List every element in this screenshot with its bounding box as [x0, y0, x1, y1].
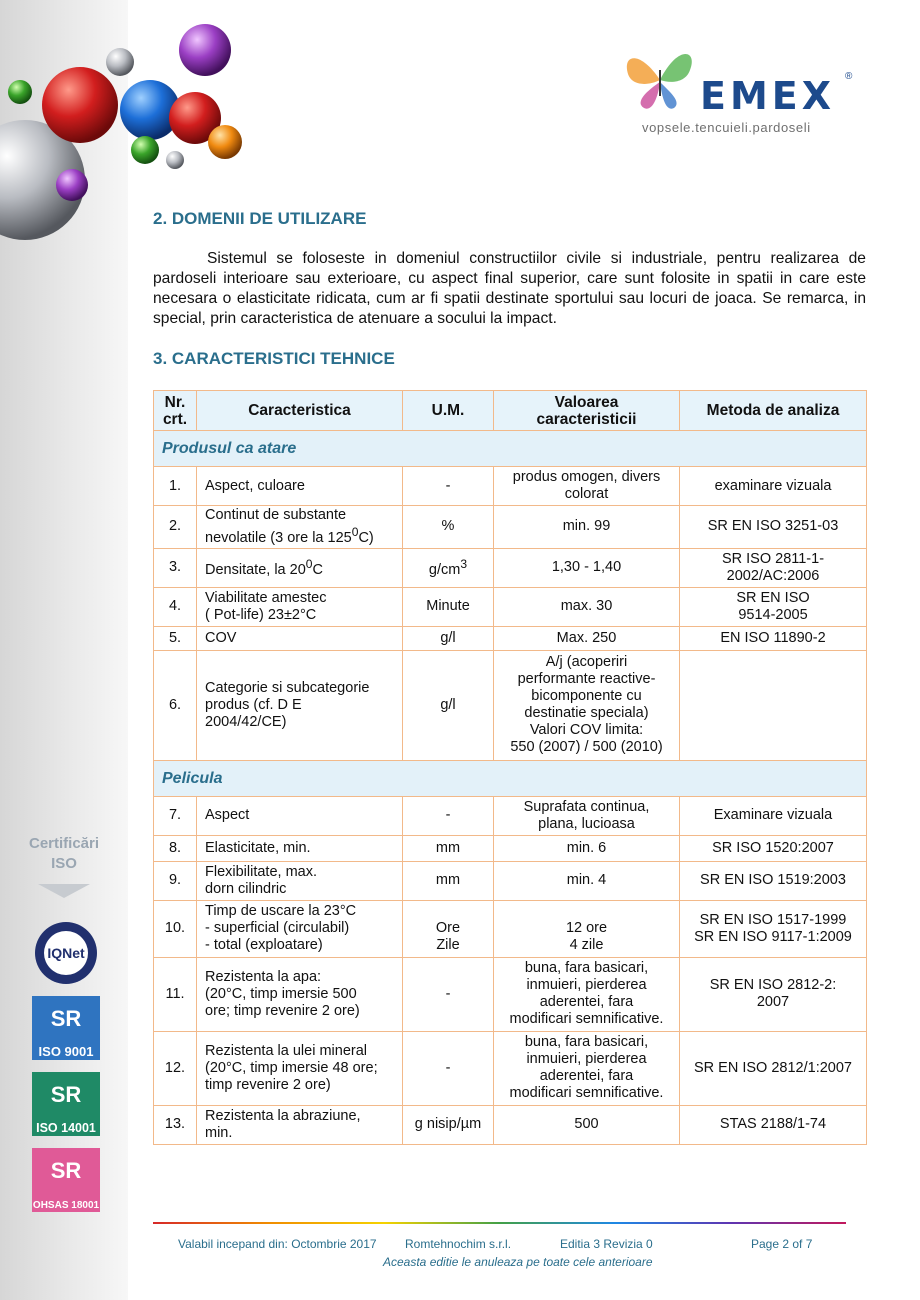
- row-unit: -: [403, 467, 494, 506]
- table-row: [154, 587, 867, 626]
- row-unit: -: [403, 957, 494, 1031]
- row-number: 12.: [154, 1031, 197, 1105]
- row-characteristic: Aspect: [197, 796, 403, 835]
- row-characteristic: Timp de uscare la 23°C - superficial (circulabil) - total (exploatare): [197, 900, 403, 957]
- section-3-heading: 3. CARACTERISTICI TEHNICE: [153, 349, 395, 368]
- table-header-row: [154, 391, 867, 431]
- row-value: Max. 250: [494, 626, 680, 650]
- header-value: Valoarea caracteristicii: [494, 391, 680, 431]
- row-unit: %: [403, 506, 494, 549]
- row-value: Suprafata continua, plana, lucioasa: [494, 796, 680, 835]
- footer-rainbow-divider: [153, 1222, 846, 1224]
- row-unit: -: [403, 796, 494, 835]
- row-number: 1.: [154, 467, 197, 506]
- row-characteristic-end: C: [312, 562, 323, 579]
- row-unit: mm: [403, 861, 494, 900]
- row-method: EN ISO 11890-2: [680, 626, 867, 650]
- table-row: [154, 626, 867, 650]
- section-2-paragraph-text: Sistemul se foloseste in domeniul constructiilor civile si industriale, pentru realizarea de pardoseli interioare sau exterioare, cu aspect final superior, care sunt folosite in spatii in care este necesara o elasticitate ridicata, cum ar fi spatii destinate sportului sau locuri de joaca. Se remarca, in special, prin caracteristica de atenuare a socului la impact.: [153, 250, 866, 327]
- row-characteristic: Rezistenta la apa: (20°C, timp imersie 500 ore; timp revenire 2 ore): [197, 957, 403, 1031]
- row-unit-text: g/cm: [428, 562, 461, 579]
- iso-14001-text: ISO 14001: [36, 1121, 96, 1135]
- svg-text:SR: SR: [50, 1082, 82, 1107]
- logo-brand-text: EMEX: [700, 74, 836, 118]
- row-unit: g/l: [403, 650, 494, 760]
- row-method: Examinare vizuala: [680, 796, 867, 835]
- row-method: SR EN ISO 9514-2005: [680, 587, 867, 626]
- header-characteristic: Caracteristica: [197, 391, 403, 431]
- row-unit: g nisip/µm: [403, 1105, 494, 1144]
- row-method: [680, 650, 867, 760]
- row-number: 9.: [154, 861, 197, 900]
- svg-text:SR: SR: [50, 1006, 82, 1031]
- row-unit: -: [403, 1031, 494, 1105]
- footer-valid-from: Valabil incepand din: Octombrie 2017: [178, 1237, 377, 1251]
- superscript: 0: [305, 557, 313, 572]
- ohsas-18001-badge: [32, 1148, 100, 1212]
- row-characteristic: [197, 548, 403, 587]
- row-number: 2.: [154, 506, 197, 549]
- iqnet-badge-text: IQNet: [47, 945, 85, 961]
- ohsas-18001-text: OHSAS 18001: [32, 1200, 100, 1211]
- row-unit: g/l: [403, 626, 494, 650]
- table-row: [154, 1105, 867, 1144]
- section-label-film: Pelicula: [154, 760, 867, 796]
- row-characteristic: Elasticitate, min.: [197, 835, 403, 861]
- row-value: A/j (acoperiri performante reactive- bicomponente cu destinatie speciala) Valori COV limita: 550 (2007) / 500 (2010): [494, 650, 680, 760]
- logo-tagline: vopsele.tencuieli.pardoseli: [642, 120, 811, 135]
- iqnet-certification-badge: [32, 920, 100, 986]
- row-method: SR EN ISO 2812/1:2007: [680, 1031, 867, 1105]
- table-row: [154, 900, 867, 957]
- chevron-down-icon: [38, 884, 90, 898]
- row-characteristic: Aspect, culoare: [197, 467, 403, 506]
- row-number: 7.: [154, 796, 197, 835]
- row-value: 12 ore 4 zile: [494, 900, 680, 957]
- section-2-paragraph: [153, 249, 866, 329]
- superscript: 0: [351, 525, 359, 539]
- table-row: [154, 835, 867, 861]
- row-value: min. 4: [494, 861, 680, 900]
- table-row: [154, 650, 867, 760]
- superscript: 3: [460, 557, 468, 572]
- row-characteristic: Rezistenta la abraziune, min.: [197, 1105, 403, 1144]
- svg-text:SR: SR: [50, 1158, 82, 1183]
- iso-9001-text: ISO 9001: [38, 1044, 94, 1059]
- iso-certifications-label: Certificări ISO: [28, 835, 100, 872]
- section-row-film: [154, 760, 867, 796]
- row-number: 11.: [154, 957, 197, 1031]
- table-row: [154, 467, 867, 506]
- header-nr: Nr. crt.: [154, 391, 197, 431]
- table-row: [154, 957, 867, 1031]
- row-number: 6.: [154, 650, 197, 760]
- footer-note: Aceasta editie le anuleaza pe toate cele anterioare: [383, 1255, 653, 1269]
- row-unit: mm: [403, 835, 494, 861]
- row-characteristic: Flexibilitate, max. dorn cilindric: [197, 861, 403, 900]
- row-method: SR ISO 1520:2007: [680, 835, 867, 861]
- row-method: SR ISO 2811-1- 2002/AC:2006: [680, 548, 867, 587]
- row-value: max. 30: [494, 587, 680, 626]
- row-method: SR EN ISO 1519:2003: [680, 861, 867, 900]
- registered-mark: ®: [845, 71, 853, 82]
- row-method: SR EN ISO 3251-03: [680, 506, 867, 549]
- row-characteristic: [197, 506, 403, 549]
- section-row-product: [154, 431, 867, 467]
- iso-14001-badge: [32, 1072, 100, 1136]
- row-number: 4.: [154, 587, 197, 626]
- row-unit: [403, 548, 494, 587]
- technical-characteristics-table: [153, 390, 867, 1145]
- table-row: [154, 861, 867, 900]
- section-label-product: Produsul ca atare: [154, 431, 867, 467]
- row-value: 500: [494, 1105, 680, 1144]
- row-method: SR EN ISO 2812-2: 2007: [680, 957, 867, 1031]
- row-value: buna, fara basicari, inmuieri, pierderea aderentei, fara modificari semnificative.: [494, 957, 680, 1031]
- header-unit: U.M.: [403, 391, 494, 431]
- row-unit: Minute: [403, 587, 494, 626]
- iso-9001-badge: [32, 996, 100, 1060]
- row-value: min. 99: [494, 506, 680, 549]
- row-method: SR EN ISO 1517-1999 SR EN ISO 9117-1:2009: [680, 900, 867, 957]
- row-value: 1,30 - 1,40: [494, 548, 680, 587]
- row-value: buna, fara basicari, inmuieri, pierderea aderentei, fara modificari semnificative.: [494, 1031, 680, 1105]
- row-characteristic: COV: [197, 626, 403, 650]
- footer-company: Romtehnochim s.r.l.: [405, 1237, 512, 1251]
- table-row: [154, 506, 867, 549]
- row-number: 10.: [154, 900, 197, 957]
- row-characteristic: Categorie si subcategorie produs (cf. D E 2004/42/CE): [197, 650, 403, 760]
- butterfly-icon: [620, 40, 700, 112]
- row-characteristic-end: C): [358, 529, 374, 546]
- row-number: 13.: [154, 1105, 197, 1144]
- table-row: [154, 1031, 867, 1105]
- row-number: 3.: [154, 548, 197, 587]
- table-row: [154, 548, 867, 587]
- footer-page-number: Page 2 of 7: [751, 1237, 813, 1251]
- header-method: Metoda de analiza: [680, 391, 867, 431]
- row-unit: Ore Zile: [403, 900, 494, 957]
- table-row: [154, 796, 867, 835]
- row-characteristic-text: Densitate, la 20: [205, 562, 306, 579]
- emex-logo: [620, 38, 860, 142]
- row-value: produs omogen, divers colorat: [494, 467, 680, 506]
- row-number: 8.: [154, 835, 197, 861]
- row-method: STAS 2188/1-74: [680, 1105, 867, 1144]
- row-characteristic: Rezistenta la ulei mineral (20°C, timp imersie 48 ore; timp revenire 2 ore): [197, 1031, 403, 1105]
- row-characteristic: Viabilitate amestec ( Pot-life) 23±2°C: [197, 587, 403, 626]
- row-number: 5.: [154, 626, 197, 650]
- row-value: min. 6: [494, 835, 680, 861]
- section-2-heading: 2. DOMENII DE UTILIZARE: [153, 209, 367, 228]
- footer-edition: Editia 3 Revizia 0: [560, 1237, 653, 1251]
- decorative-spheres-graphic: [0, 0, 260, 240]
- row-method: examinare vizuala: [680, 467, 867, 506]
- row-characteristic-text: Continut de substante nevolatile (3 ore la 125: [205, 507, 352, 546]
